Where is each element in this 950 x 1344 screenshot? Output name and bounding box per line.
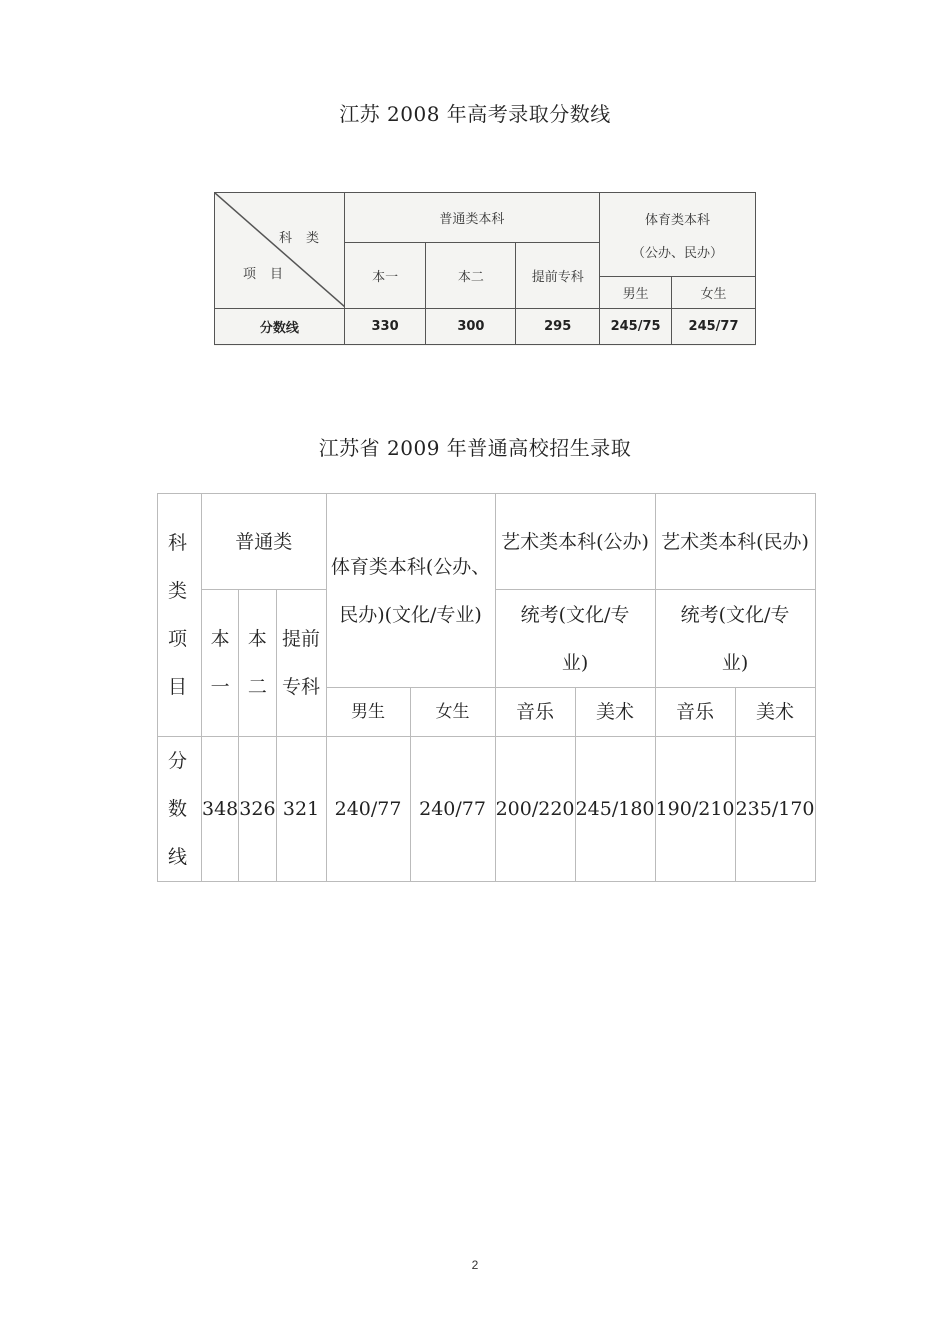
table-row: [158, 737, 816, 882]
title-2008: 江苏 2008 年高考录取分数线: [339, 102, 611, 126]
header-female: 女生: [410, 688, 495, 737]
header-art-public: 艺术类本科(公办): [495, 494, 655, 590]
header-sports-line1: 体育类本科: [645, 212, 711, 228]
header-male: 男生: [326, 688, 410, 737]
value-cell: 240/77: [326, 737, 410, 882]
header-art-public-sub: 统考(文化/专业): [495, 590, 655, 688]
table-2009: [157, 493, 816, 882]
header-music-private: 音乐: [655, 688, 735, 737]
row-label: 分数线: [158, 737, 202, 882]
header-ben1: 本一: [202, 590, 239, 737]
header-music-public: 音乐: [495, 688, 575, 737]
table-2008-corner-cell: [215, 193, 345, 309]
value-cell: 300: [426, 309, 516, 345]
header-sports: 体育类本科(公办、民办)(文化/专业): [326, 494, 495, 688]
header-ben2: 本二: [426, 243, 516, 309]
diagonal-line: [215, 193, 345, 307]
header-general: 普通类本科: [344, 193, 599, 243]
header-general: 普通类: [202, 494, 327, 590]
header-art-private-sub: 统考(文化/专业): [655, 590, 815, 688]
value-cell: 330: [344, 309, 426, 345]
value-cell: 235/170: [735, 737, 815, 882]
header-male: 男生: [600, 277, 672, 309]
table-row: [215, 309, 756, 345]
header-sports: [600, 193, 756, 277]
corner-bottom-label: 项目: [243, 267, 298, 282]
header-tiqian: 提前专科: [276, 590, 326, 737]
header-sports-line2: （公办、民办）: [632, 245, 724, 261]
page-number: 2: [471, 1258, 479, 1272]
value-cell: 190/210: [655, 737, 735, 882]
row-label: 分数线: [215, 309, 345, 345]
corner-cell: 科类项目: [158, 494, 202, 737]
value-cell: 321: [276, 737, 326, 882]
header-tiqian: 提前专科: [516, 243, 600, 309]
table-2008: [214, 192, 756, 345]
value-cell: 245/77: [672, 309, 756, 345]
value-cell: 240/77: [410, 737, 495, 882]
header-female: 女生: [672, 277, 756, 309]
value-cell: 348: [202, 737, 239, 882]
value-cell: 295: [516, 309, 600, 345]
title-2009: 江苏省 2009 年普通高校招生录取: [318, 436, 632, 460]
header-ben1: 本一: [344, 243, 426, 309]
header-art-private-fine: 美术: [735, 688, 815, 737]
table-2008-scan: [214, 192, 756, 346]
value-cell: 200/220: [495, 737, 575, 882]
value-cell: 245/180: [575, 737, 655, 882]
corner-top-label: 科类: [279, 231, 334, 246]
header-art-private: 艺术类本科(民办): [655, 494, 815, 590]
header-art-public-fine: 美术: [575, 688, 655, 737]
header-ben2: 本二: [239, 590, 276, 737]
value-cell: 245/75: [600, 309, 672, 345]
value-cell: 326: [239, 737, 276, 882]
